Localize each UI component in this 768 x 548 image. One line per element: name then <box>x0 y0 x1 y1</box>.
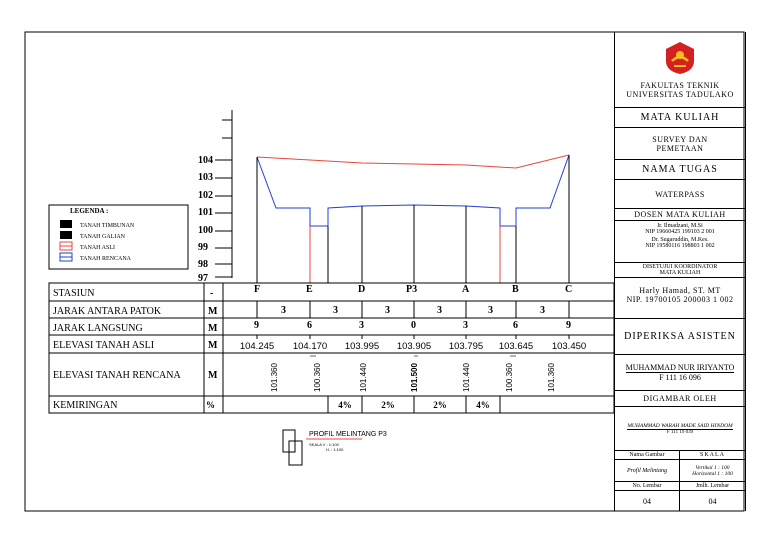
y-tick-101: 101 <box>198 207 213 218</box>
legend-label-asli: TANAH ASLI <box>80 245 116 251</box>
koordinator-name: Harly Hamad, ST. MT <box>639 286 721 295</box>
station-b: B <box>512 284 519 295</box>
unit-stasiun: - <box>210 288 214 299</box>
unit-elevasi-asli: M <box>208 340 218 351</box>
row-label-elevasi-rencana: ELEVASI TANAH RENCANA <box>53 370 181 381</box>
dosen2-nip: NIP 19580116 198803 1 002 <box>645 243 715 249</box>
nama-tugas-label: NAMA TUGAS <box>615 160 745 180</box>
mata-kuliah-label: MATA KULIAH <box>615 108 745 128</box>
koordinator-block <box>615 263 745 319</box>
y-tick-103: 103 <box>198 172 213 183</box>
unit-elevasi-rencana: M <box>208 370 218 381</box>
legend <box>49 205 188 269</box>
caption-scale-h: H. : 1:100 <box>326 447 344 452</box>
y-tick-98: 98 <box>198 259 208 270</box>
jarak-antara-5: 3 <box>488 305 493 316</box>
penggambar-nim: F 111 19 039 <box>666 429 694 435</box>
tanah-asli-line <box>257 155 569 168</box>
elevasi-asli-p3: 103.905 <box>396 341 432 352</box>
tanah-rencana-line <box>257 155 569 226</box>
dosen1-name: Ir. Ilmadzani, M.Si <box>657 223 703 229</box>
profile-caption <box>283 430 387 465</box>
dosen1-nip: NIP 19660425 199103 2 001 <box>645 229 715 235</box>
diperiksa-label: DIPERIKSA ASISTEN <box>615 319 745 355</box>
jarak-langsung-e: 6 <box>307 320 312 331</box>
row-label-stasiun: STASIUN <box>53 288 95 299</box>
asisten-block <box>615 355 745 391</box>
university-name: UNIVERSITAS TADULAKO <box>626 89 734 99</box>
jarak-langsung-d: 3 <box>359 320 364 331</box>
unit-jarak-langsung: M <box>208 323 218 334</box>
penggambar-name: MUHAMMAD WARAH MADE SAID HINDOM <box>627 422 733 429</box>
university-logo-icon <box>663 41 697 75</box>
station-a: A <box>462 284 470 295</box>
elevasi-asli-e: 104.170 <box>292 341 328 352</box>
dosen-block <box>615 209 745 263</box>
nama-gambar-value: Profil Melintang <box>615 460 680 482</box>
jarak-antara-1: 3 <box>281 305 286 316</box>
legend-swatch-galian <box>60 231 72 239</box>
unit-kemiringan: % <box>206 400 215 410</box>
elevasi-asli-a: 103.795 <box>448 341 484 352</box>
elevasi-rencana-e: 100.360 <box>313 363 322 392</box>
title-block <box>614 32 746 511</box>
kemiringan-3: 2% <box>433 400 447 410</box>
jarak-langsung-b: 6 <box>513 320 518 331</box>
skala-values <box>680 460 745 482</box>
jarak-langsung-f: 9 <box>254 320 259 331</box>
elevasi-asli-d: 103.995 <box>344 341 380 352</box>
station-f: F <box>254 284 261 295</box>
jarak-antara-6: 3 <box>540 305 545 316</box>
kemiringan-1: 4% <box>338 400 352 410</box>
y-tick-99: 99 <box>198 242 208 253</box>
dosen-label: DOSEN MATA KULIAH <box>615 209 745 221</box>
no-lembar-value: 04 <box>615 491 680 511</box>
caption-scale-v: SKALA V : 1:100 <box>309 442 339 447</box>
y-tick-100: 100 <box>198 225 213 236</box>
legend-label-rencana: TANAH RENCANA <box>80 256 132 262</box>
mata-kuliah-value <box>615 128 745 160</box>
nama-gambar-label: Nama Gambar <box>615 451 680 460</box>
row-label-kemiringan: KEMIRINGAN <box>53 400 118 411</box>
legend-title: LEGENDA : <box>70 207 109 215</box>
station-p3: P3 <box>406 284 418 295</box>
jml-lembar-value: 04 <box>708 496 717 506</box>
row-label-elevasi-asli: ELEVASI TANAH ASLI <box>53 340 155 351</box>
jarak-antara-3: 3 <box>385 305 390 316</box>
nama-tugas-value: WATERPASS <box>615 180 745 209</box>
station-e: E <box>306 284 313 295</box>
row-label-jarak-langsung: JARAK LANGSUNG <box>53 323 143 334</box>
skala-vertikal: Vertikal 1 : 100 <box>695 464 730 471</box>
mata-kuliah-line1: SURVEY DAN <box>652 134 708 144</box>
skala-horizontal: Horizontal 1 : 100 <box>692 470 733 477</box>
y-tick-102: 102 <box>198 190 213 201</box>
koordinator-nip: NIP. 19700105 200003 1 002 <box>626 295 734 304</box>
elevasi-asli-b: 103.645 <box>498 341 534 352</box>
y-tick-97: 97 <box>198 273 208 284</box>
legend-label-timbunan: TANAH TIMBUNAN <box>80 223 135 229</box>
caption-title: PROFIL MELINTANG P3 <box>309 431 387 438</box>
faculty-name: FAKULTAS TEKNIK <box>640 80 720 90</box>
university-header <box>615 32 745 108</box>
elevation-scale <box>198 110 232 284</box>
station-d: D <box>358 284 366 295</box>
elevasi-rencana-f: 101.360 <box>270 363 279 392</box>
jarak-langsung-c: 9 <box>566 320 571 331</box>
disetujui-label1: DISETUJUI KOORDINATOR <box>642 264 718 270</box>
elevasi-asli-c: 103.450 <box>551 341 587 352</box>
row-label-jarak-antara: JARAK ANTARA PATOK <box>53 306 162 317</box>
elevasi-rencana-p3: 101.500 <box>410 363 419 392</box>
jarak-antara-2: 3 <box>333 305 338 316</box>
digambar-label: DIGAMBAR OLEH <box>615 391 745 407</box>
y-tick-104: 104 <box>198 155 213 166</box>
unit-jarak-antara: M <box>208 306 218 317</box>
legend-label-galian: TANAH GALIAN <box>80 234 126 240</box>
asisten-name: MUHAMMAD NUR IRIYANTO <box>625 363 735 372</box>
jarak-antara-4: 3 <box>437 305 442 316</box>
penggambar-block <box>615 407 745 451</box>
station-verticals <box>257 155 569 283</box>
elevasi-rencana-b: 100.360 <box>505 363 514 392</box>
kemiringan-2: 2% <box>381 400 395 410</box>
asisten-nim: F 111 16 096 <box>659 373 701 382</box>
legend-swatch-timbunan <box>60 220 72 228</box>
elevasi-rencana-c: 101.360 <box>547 363 556 392</box>
jarak-langsung-p3: 0 <box>411 320 416 331</box>
elevasi-rencana-d: 101.440 <box>359 363 368 392</box>
station-c: C <box>565 284 573 295</box>
dosen2-name: Dr. Sugaruddin, M.Kes. <box>651 237 709 243</box>
elevasi-asli-f: 104.245 <box>239 341 275 352</box>
kemiringan-4: 4% <box>476 400 490 410</box>
skala-label: SKALA <box>680 451 745 460</box>
data-table <box>49 283 614 413</box>
elevasi-rencana-a: 101.440 <box>462 363 471 392</box>
no-lembar-label: No. Lembar <box>615 482 680 491</box>
jml-lembar-label: Jmlh. Lembar <box>680 482 745 491</box>
mata-kuliah-line2: PEMETAAN <box>656 143 704 153</box>
jarak-langsung-a: 3 <box>463 320 468 331</box>
disetujui-label2: MATA KULIAH <box>659 270 701 276</box>
